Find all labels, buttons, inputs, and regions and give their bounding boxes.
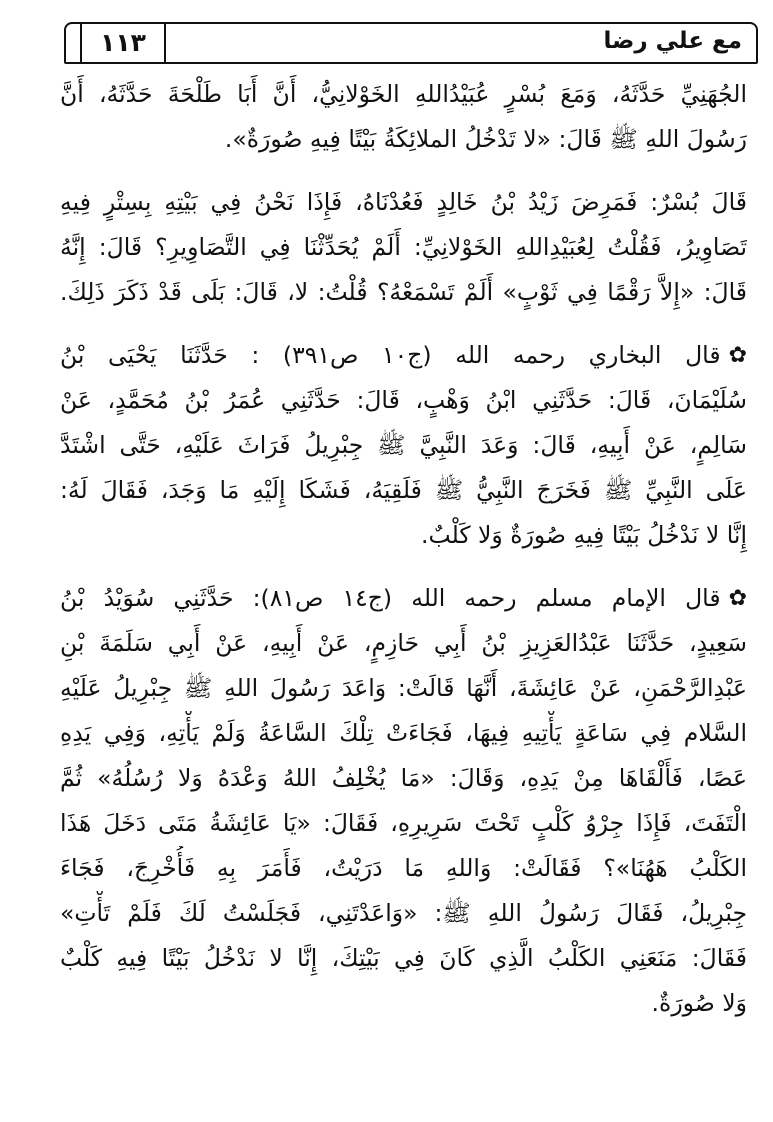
text-line: سَالِمٍ، عَنْ أَبِيهِ، قَالَ: وَعَدَ النَّبِيَّ ﷺ جِبْرِيلُ فَرَاثَ عَلَيْهِ، حَتَّى اشْتَدَّ — [60, 431, 747, 459]
text-line: عَلَى النَّبِيِّ ﷺ فَخَرَجَ النَّبِيُّ ﷺ فَلَقِيَهُ، فَشَكَا إِلَيْهِ مَا وَجَدَ، فَقَالَ لَهُ: — [60, 476, 747, 504]
text-line: قَالَ بُسْرٌ: فَمَرِضَ زَيْدُ بْنُ خَالِدٍ فَعُدْنَاهُ، فَإِذَا نَحْنُ فِي بَيْتِهِ بِسِتْرٍ فِيهِ — [60, 188, 747, 216]
page-number: ١١٣ — [100, 27, 146, 57]
text-line — [60, 333, 747, 378]
text-line: جِبْرِيلُ، فَقَالَ رَسُولُ اللهِ ﷺ: «وَاعَدْتَنِي، فَجَلَسْتُ لَكَ فَلَمْ تَأْتِ» — [60, 899, 747, 927]
text-line: الْتَفَتَ، فَإِذَا جِرْوُ كَلْبٍ تَحْتَ سَرِيرِهِ، فَقَالَ: «يَا عَائِشَةُ مَتَى دَخَلَ هَذَا — [60, 809, 747, 837]
hadith-intro: قال البخاري رحمه الله (ج١٠ ص٣٩١) : حَدَّثَنَا يَحْيَى بْنُ — [60, 341, 721, 369]
text-line: رَسُولَ اللهِ ﷺ قَالَ: «لا تَدْخُلُ الملائِكَةُ بَيْتًا فِيهِ صُورَةٌ». — [224, 125, 747, 153]
running-title: مع علي رضا — [603, 28, 742, 54]
page-header — [64, 22, 758, 64]
text-line: الكَلْبُ هَهُنَا»؟ فَقَالَتْ: وَاللهِ مَا دَرَيْتُ، فَأَمَرَ بِهِ فَأُخْرِجَ، فَجَاءَ — [60, 854, 747, 882]
paragraph-muslim — [60, 576, 747, 1026]
paragraph-1 — [60, 72, 747, 162]
text-line: سَعِيدٍ، حَدَّثَنَا عَبْدُالعَزِيزِ بْنُ أَبِي حَازِمٍ، عَنْ أَبِيهِ، عَنْ أَبِي سَلَمَةَ بْنِ — [60, 629, 747, 657]
paragraph-2 — [60, 180, 747, 315]
decorative-star-icon: ✿ — [728, 586, 747, 611]
page-number-box — [80, 22, 166, 62]
text-line — [60, 576, 747, 621]
text-line: إِنَّا لا نَدْخُلُ بَيْتًا فِيهِ صُورَةٌ وَلا كَلْبٌ. — [421, 521, 747, 549]
page-body — [60, 72, 747, 1044]
text-line: تَصَاوِيرُ، فَقُلْتُ لِعُبَيْدِاللهِ الخَوْلانِيِّ: أَلَمْ يُحَدِّثْنَا فِي التَّصَاوِيرِ؟ قَالَ: إِنَّهُ — [60, 233, 747, 261]
text-line: الجُهَنِيِّ حَدَّثَهُ، وَمَعَ بُسْرٍ عُبَيْدُاللهِ الخَوْلانِيُّ، أَنَّ أَبَا طَلْحَةَ حَدَّثَهُ، أَنَّ — [60, 80, 747, 108]
text-line: عَصًا، فَأَلْقَاهَا مِنْ يَدِهِ، وَقَالَ: «مَا يُخْلِفُ اللهُ وَعْدَهُ وَلا رُسُلُهُ» ثُمَّ — [60, 764, 747, 792]
text-line: قَالَ: «إِلاَّ رَقْمًا فِي ثَوْبٍ» أَلَمْ تَسْمَعْهُ؟ قُلْتُ: لا، قَالَ: بَلَى قَدْ ذَكَرَ ذَلِكَ. — [60, 278, 747, 306]
hadith-intro: قال الإمام مسلم رحمه الله (ج١٤ ص٨١): حَدَّثَنِي سُوَيْدُ بْنُ — [60, 584, 721, 612]
text-line: عَبْدِالرَّحْمَنِ، عَنْ عَائِشَةَ، أَنَّهَا قَالَتْ: وَاعَدَ رَسُولَ اللهِ ﷺ جِبْرِيلُ عَلَيْهِ — [60, 674, 747, 702]
paragraph-bukhari — [60, 333, 747, 558]
text-line: فَقَالَ: مَنَعَنِي الكَلْبُ الَّذِي كَانَ فِي بَيْتِكَ، إِنَّا لا نَدْخُلُ بَيْتًا فِيهِ كَلْبٌ — [60, 944, 747, 972]
text-line: السَّلام فِي سَاعَةٍ يَأْتِيهِ فِيهَا، فَجَاءَتْ تِلْكَ السَّاعَةُ وَلَمْ يَأْتِهِ، وَفِي يَدِهِ — [60, 719, 747, 747]
decorative-star-icon: ✿ — [728, 343, 747, 368]
text-line: سُلَيْمَانَ، قَالَ: حَدَّثَنِي ابْنُ وَهْبٍ، قَالَ: حَدَّثَنِي عُمَرُ بْنُ مُحَمَّدٍ، عَنْ — [60, 386, 747, 414]
text-line: وَلا صُورَةٌ. — [651, 989, 747, 1017]
